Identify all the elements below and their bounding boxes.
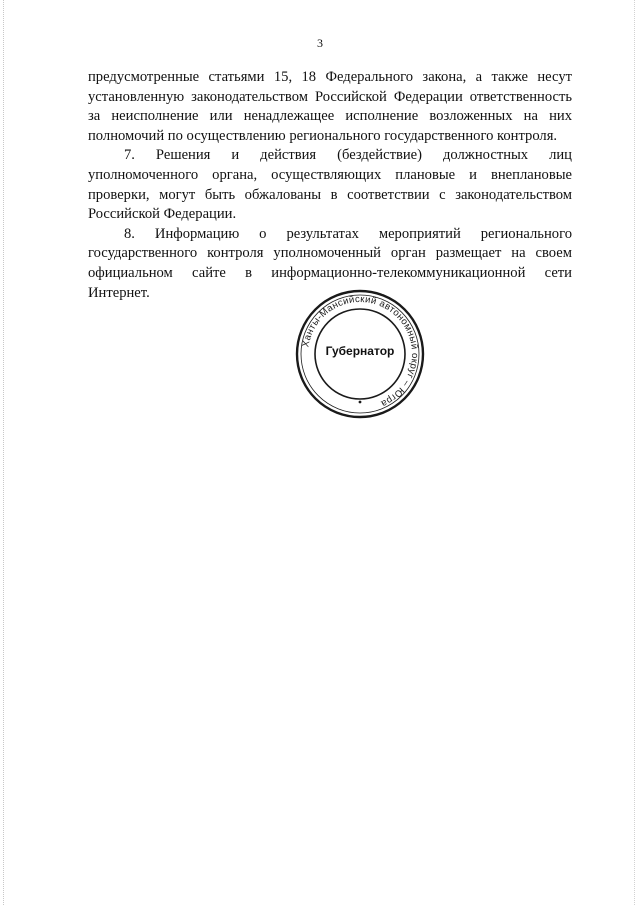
paragraph-8: 8. Информацию о результатах мероприятий регионального государственного контроля уполномоченный орган размещает на своем официальном сайте в информационно-телекоммуникационной сети Интернет. <box>88 225 572 301</box>
scan-edge-left <box>3 0 5 905</box>
paragraph-7: 7. Решения и действия (бездействие) должностных лиц уполномоченного органа, осуществляющих плановые и внеплановые проверки, могут быть обжалованы в соответствии с законодательством Российской Федерации. <box>88 147 572 223</box>
seal-ring-text: Ханты-Мансийский автономный округ – Югра <box>300 293 421 410</box>
paragraph-continuation: предусмотренные статьями 15, 18 Федерального закона, а также несут установленную законодательством Российской Федерации ответственность за неисполнение или ненадлежащее исполнение возложенных на них полномочий по осуществлению регионального государственного контроля. <box>88 69 572 144</box>
governor-seal-stamp <box>294 288 426 420</box>
seal-center-text: Губернатор <box>325 344 395 358</box>
document-body <box>88 68 572 303</box>
scan-edge-right <box>634 0 636 905</box>
page-number: 3 <box>317 36 323 50</box>
